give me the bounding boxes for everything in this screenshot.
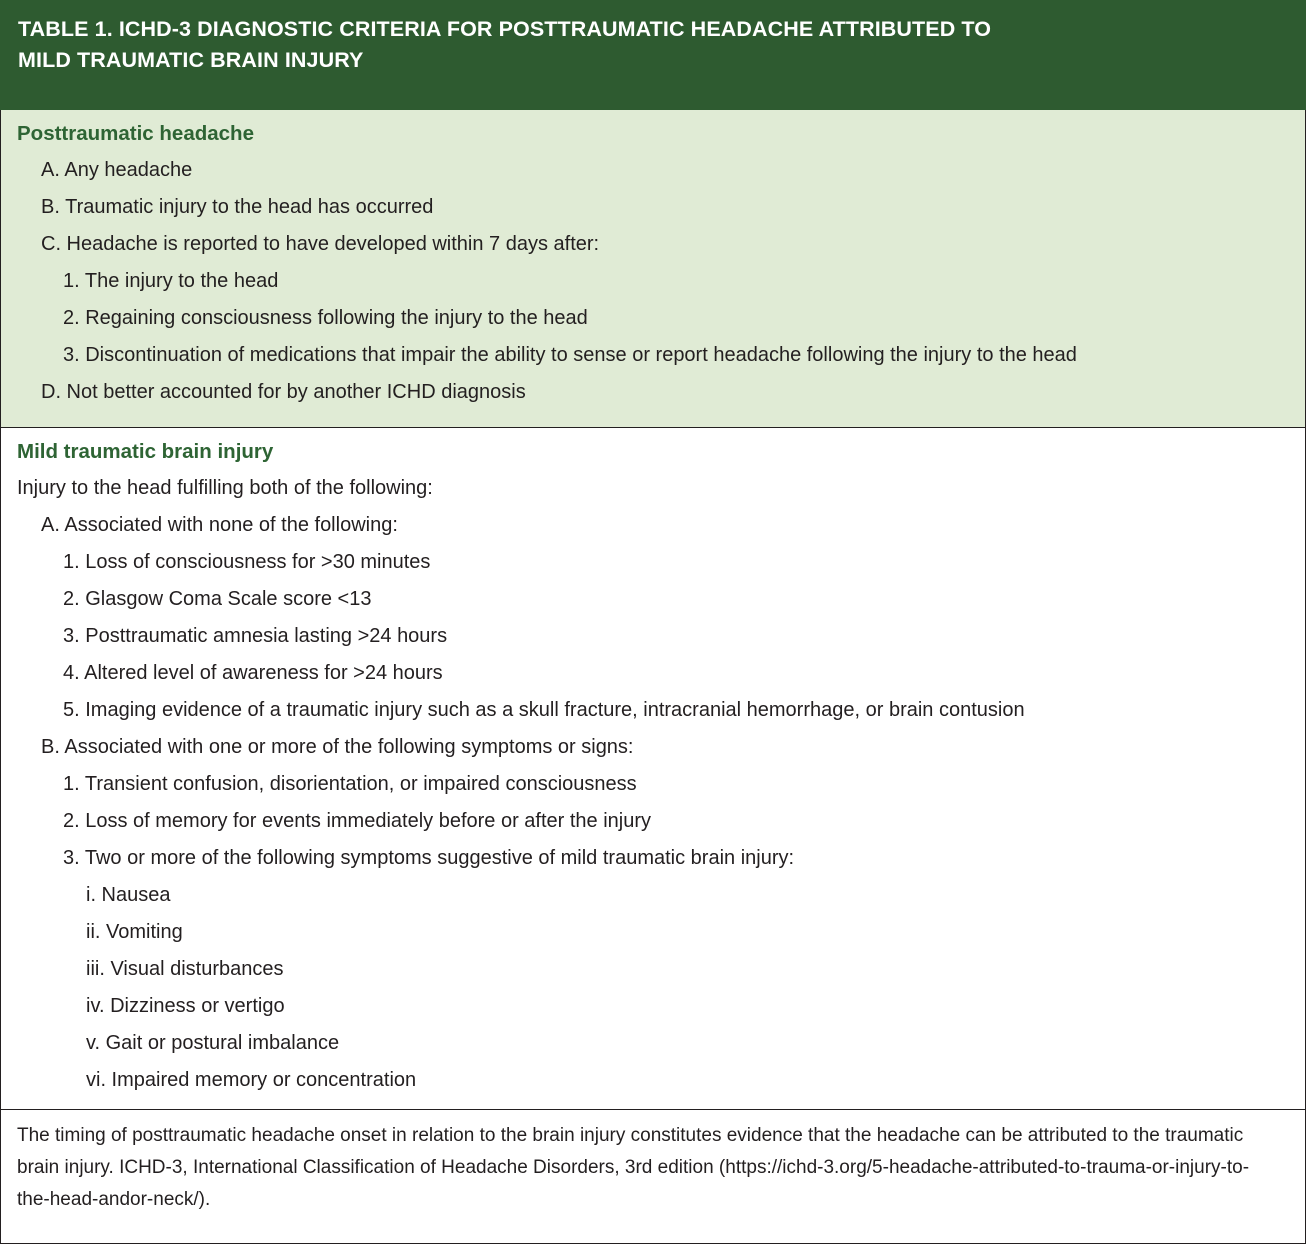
criteria-row: iv. Dizziness or vertigo — [86, 995, 285, 1017]
criteria-row: 1. Loss of consciousness for >30 minutes — [63, 551, 431, 573]
criteria-row: D. Not better accounted for by another ICHD diagnosis — [41, 381, 526, 403]
criteria-row: ii. Vomiting — [86, 921, 183, 943]
section-mild-traumatic-brain-injury — [1, 428, 1305, 1109]
criteria-row: 2. Loss of memory for events immediately before or after the injury — [63, 810, 652, 832]
criteria-row: 5. Imaging evidence of a traumatic injury such as a skull fracture, intracranial hemorrhage, or brain contusion — [63, 699, 1025, 721]
table-title-line-1: TABLE 1. ICHD-3 DIAGNOSTIC CRITERIA FOR POSTTRAUMATIC HEADACHE ATTRIBUTED TO — [18, 17, 992, 41]
criteria-row: 3. Posttraumatic amnesia lasting >24 hours — [63, 625, 448, 647]
table-body — [0, 110, 1306, 1244]
criteria-row: 1. Transient confusion, disorientation, or impaired consciousness — [63, 773, 637, 795]
criteria-row: 2. Glasgow Coma Scale score <13 — [63, 588, 372, 610]
section-title: Mild traumatic brain injury — [17, 440, 274, 463]
criteria-row: B. Associated with one or more of the following symptoms or signs: — [41, 736, 634, 758]
criteria-row: C. Headache is reported to have developed within 7 days after: — [41, 233, 600, 255]
criteria-row: vi. Impaired memory or concentration — [86, 1069, 417, 1091]
criteria-row: 4. Altered level of awareness for >24 hours — [63, 662, 443, 684]
section-posttraumatic-headache — [1, 110, 1305, 428]
criteria-row: i. Nausea — [86, 884, 171, 906]
criteria-row: 1. The injury to the head — [63, 270, 279, 292]
table-header-banner — [0, 0, 1306, 110]
criteria-row: A. Associated with none of the following: — [41, 514, 398, 536]
footnote-text: The timing of posttraumatic headache onset in relation to the brain injury constitutes evidence that the headache can be attributed to the traumatic brain injury. ICHD-3, International Classification of Headache Disorders, 3rd edition (https://ichd-3.org/5-headache-attributed-to-trauma-or-injury-to-the-head-andor-neck/). — [17, 1125, 1250, 1210]
table-footnote — [1, 1109, 1305, 1226]
criteria-row: B. Traumatic injury to the head has occurred — [41, 196, 434, 218]
criteria-row: v. Gait or postural imbalance — [86, 1032, 340, 1054]
criteria-row: Injury to the head fulfilling both of the following: — [17, 477, 433, 499]
criteria-row: 3. Two or more of the following symptoms suggestive of mild traumatic brain injury: — [63, 847, 795, 869]
criteria-row: 3. Discontinuation of medications that impair the ability to sense or report headache following the injury to the head — [63, 344, 1077, 366]
table-title-line-2: MILD TRAUMATIC BRAIN INJURY — [18, 48, 364, 72]
criteria-row: iii. Visual disturbances — [86, 958, 284, 980]
criteria-row: 2. Regaining consciousness following the injury to the head — [63, 307, 588, 329]
section-title: Posttraumatic headache — [17, 122, 254, 145]
criteria-row: A. Any headache — [41, 159, 193, 181]
